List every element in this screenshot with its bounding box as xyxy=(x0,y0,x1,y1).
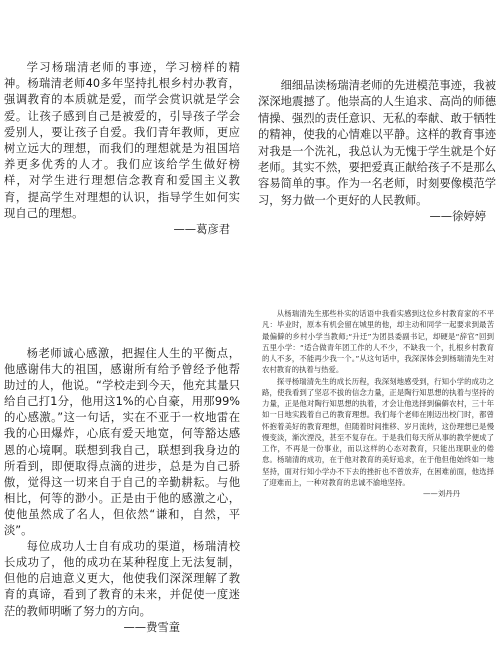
reflection-paragraph: 每位成功人士自有成功的渠道，杨瑞清校长成功了，他的成功在某种程度上无法复制，但他的启迪意义更大，他使我们深深理解了教育的真谛，看到了教育的未来，并促使一度迷茫的教师明晰了努力的方向。 xyxy=(4,540,240,618)
author-signature: ——徐婷婷 xyxy=(429,210,486,224)
author-signature: ——葛彦君 xyxy=(173,223,230,237)
reflection-paragraph: 探寻杨瑞清先生的成长历程，我深刻地感受到，行知小学的成功之路，使我看到了坚忍不拔的信念力量，正是陶行知思想的执着与坚持的力量，正是他对陶行知思想的执着，才会让他选择到偏僻农村，三十年如一日地实践着自己的教育理想。我们每个老师在刚迈出校门时，都曾怀抱着美好的教育理想，但随着时间推移、岁月流转，这份理想已是慢慢变淡，渐次湮没，甚至不复存在。于是我们每天所从事的教学便成了工作，不再是一份事业，而以这样的心态对教育，只能出现职业的倦怠。杨瑞清的成功，在于他对教育的美好追求，在于他但他始终如一地坚持，面对行知小学办不下去的挫折也不曾放弃，在困难前面，他选择了迎难而上，一种对教育的忠诚不渝地坚持。 xyxy=(262,376,494,487)
reflection-card-fei-xuetong xyxy=(0,338,248,660)
author-signature: ——费雪童 xyxy=(123,620,180,634)
reflection-text: 学习杨瑞清老师的事迹，学习榜样的精神。杨瑞清老师40多年坚持扎根乡村办教育，强调教育的本质就是爱，而学会赏识就是学会爱。让孩子感到自己是被爱的，引导孩子学会爱别人，要让孩子自爱。我们青年教师，更应树立远大的理想，而我们的理想就是为祖国培养更多优秀的人才。我们应该给学生做好榜样，对学生进行理想信念教育和爱国主义教育，提高学生对理想的认识，指导学生如何实现自己的理想。 xyxy=(4,61,240,220)
reflection-text: 细细品读杨瑞清老师的先进模范事迹，我被深深地震撼了。他崇高的人生追求、高尚的师德情操、强烈的责任意识、无私的奉献、敢于牺牲的精神，使我的心情难以平静。这样的教育事迹对我是一个洗礼，我总认为无愧于学生就是个好老师。其实不然，要把爱真正献给孩子不是那么容易简单的事。作为一名老师，时刻要像模范学习，努力做一个更好的人民教师。 xyxy=(258,79,496,207)
reflection-paragraph: 杨老师诚心感激，把握住人生的平衡点，他感谢伟大的祖国，感谢所有给予曾经予他帮助过的人，他说。“学校走到今天，他充其量只给自己打1分，他用这1%的心自豪，用那99%的心感激。”这一句话，实在不亚于一枚地雷在我的心田爆炸，心底有爱天地宽，何等豁达感恩的心境啊。联想到我自己，联想到我身边的所看到，即便取得点滴的进步，总是为自己骄傲，觉得这一切来自于自己的辛勤耕耘。与他相比，何等的渺小。正是由于他的感激之心，使他虽然成了名人，但依然“谦和，自然，平淡”。 xyxy=(4,347,240,538)
reflection-card-liu-dandan xyxy=(252,300,500,662)
reflection-card-ge-yanjun xyxy=(0,52,248,300)
author-signature: ——刘丹丹 xyxy=(423,489,460,498)
reflection-paragraph: 从杨瑞清先生那些朴实的话语中我看实感到这位乡村教育家的不平凡：毕业时，原本有机会留在城里的他，却主动和同学一起要求到最苦最偏僻的乡村小学当教师;“升迁”为团县委副书记，却硬是“辞官”回到五里小学：“适合做青年团工作的人不少，不缺我一个，扎根乡村教育的人不多，不能再少我一个。”从这句话中，我深深体会到杨瑞清先生对农村教育的执着与热爱。 xyxy=(262,309,494,375)
reflection-card-xu-tingting xyxy=(252,56,500,272)
